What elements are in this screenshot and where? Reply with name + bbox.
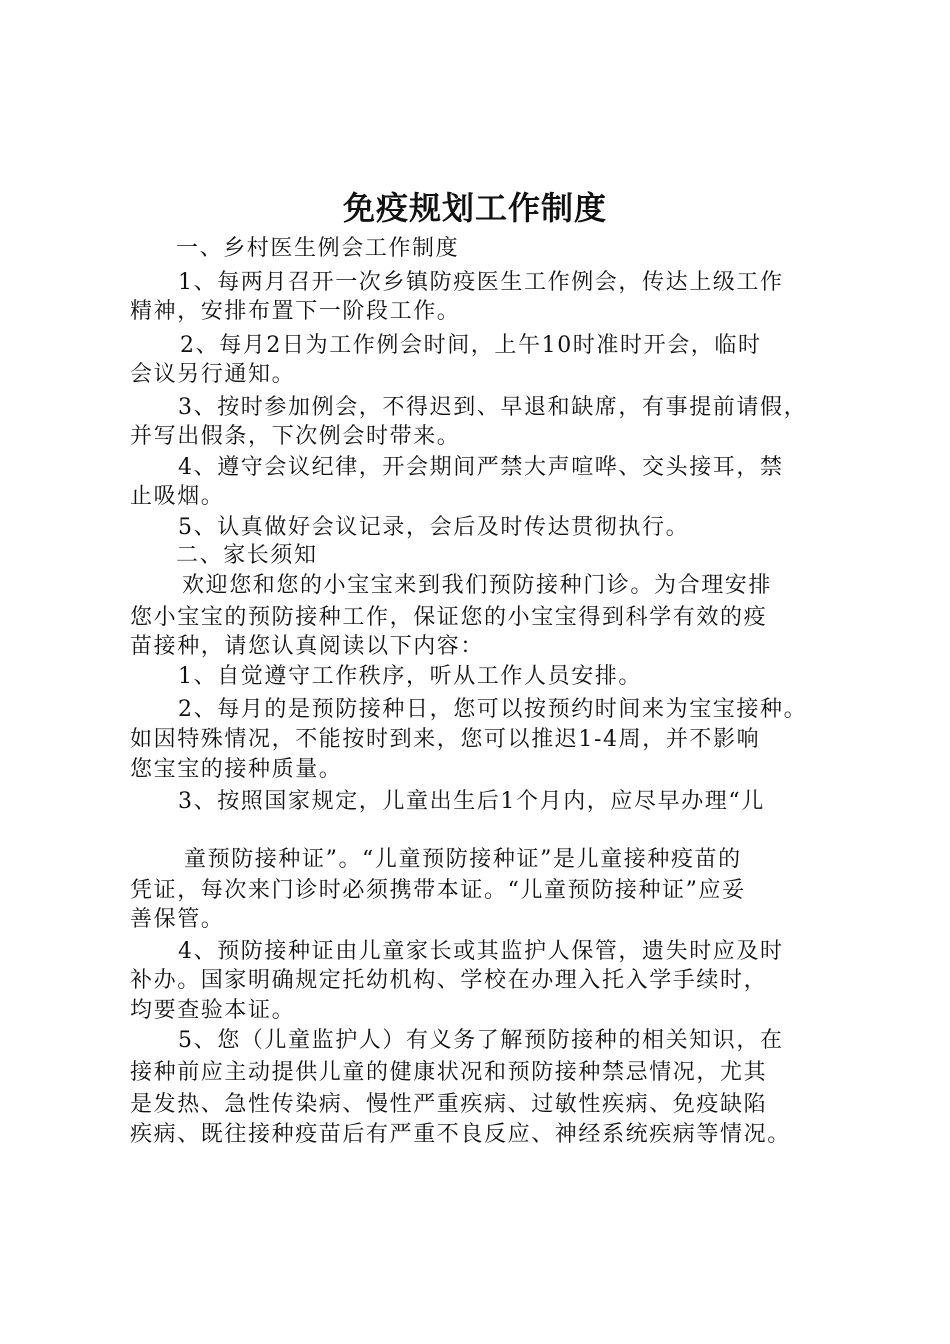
paragraph-line: 您宝宝的接种质量。 [130, 757, 343, 782]
paragraph-line: 您小宝宝的预防接种工作，保证您的小宝宝得到科学有效的疫 [130, 605, 768, 630]
paragraph-line: 童预防接种证”。“儿童预防接种证”是儿童接种疫苗的 [184, 847, 742, 872]
paragraph-line: 如因特殊情况，不能按时到来，您可以推迟1-4周，并不影响 [130, 727, 761, 752]
paragraph-line: 精神，安排布置下一阶段工作。 [130, 299, 461, 324]
document-title: 免疫规划工作制度 [342, 189, 607, 227]
paragraph-line: 5、您（儿童监护人）有义务了解预防接种的相关知识，在 [178, 1028, 784, 1053]
paragraph-line: 4、遵守会议纪律，开会期间严禁大声喧哗、交头接耳，禁 [178, 455, 784, 480]
paragraph-line: 善保管。 [130, 907, 225, 932]
paragraph-line: 接种前应主动提供儿童的健康状况和预防接种禁忌情况，尤其 [130, 1060, 768, 1085]
paragraph-line: 2、每月的是预防接种日，您可以按预约时间来为宝宝接种。 [178, 697, 808, 722]
paragraph-line: 1、自觉遵守工作秩序，听从工作人员安排。 [178, 664, 642, 689]
paragraph-line: 补办。国家明确规定托幼机构、学校在办理入托入学手续时， [130, 968, 768, 993]
paragraph-line: 并写出假条，下次例会时带来。 [130, 424, 461, 449]
paragraph-line: 欢迎您和您的小宝宝来到我们预防接种门诊。为合理安排 [182, 573, 773, 598]
paragraph-line: 5、认真做好会议记录，会后及时传达贯彻执行。 [178, 515, 690, 540]
paragraph-line: 3、按照国家规定，儿童出生后1个月内，应尽早办理“儿 [178, 789, 765, 814]
paragraph-line: 疾病、既往接种疫苗后有严重不良反应、神经系统疾病等情况。 [130, 1122, 791, 1147]
paragraph-line: 4、预防接种证由儿童家长或其监护人保管，遗失时应及时 [178, 939, 784, 964]
paragraph-line: 2、每月2日为工作例会时间，上午10时准时开会，临时 [180, 333, 762, 358]
paragraph-line: 止吸烟。 [130, 484, 225, 509]
paragraph-line: 凭证，每次来门诊时必须携带本证。“儿童预防接种证”应妥 [130, 878, 746, 903]
paragraph-line: 3、按时参加例会，不得迟到、早退和缺席，有事提前请假， [178, 395, 808, 420]
section-heading: 二、家长须知 [176, 543, 318, 568]
paragraph-line: 会议另行通知。 [130, 362, 296, 387]
paragraph-line: 1、每两月召开一次乡镇防疫医生工作例会，传达上级工作 [178, 270, 784, 295]
section-heading: 一、乡村医生例会工作制度 [176, 236, 460, 261]
paragraph-line: 苗接种，请您认真阅读以下内容： [130, 634, 485, 659]
paragraph-line: 均要查验本证。 [130, 998, 296, 1023]
paragraph-line: 是发热、急性传染病、慢性严重疾病、过敏性疾病、免疫缺陷 [130, 1092, 768, 1117]
